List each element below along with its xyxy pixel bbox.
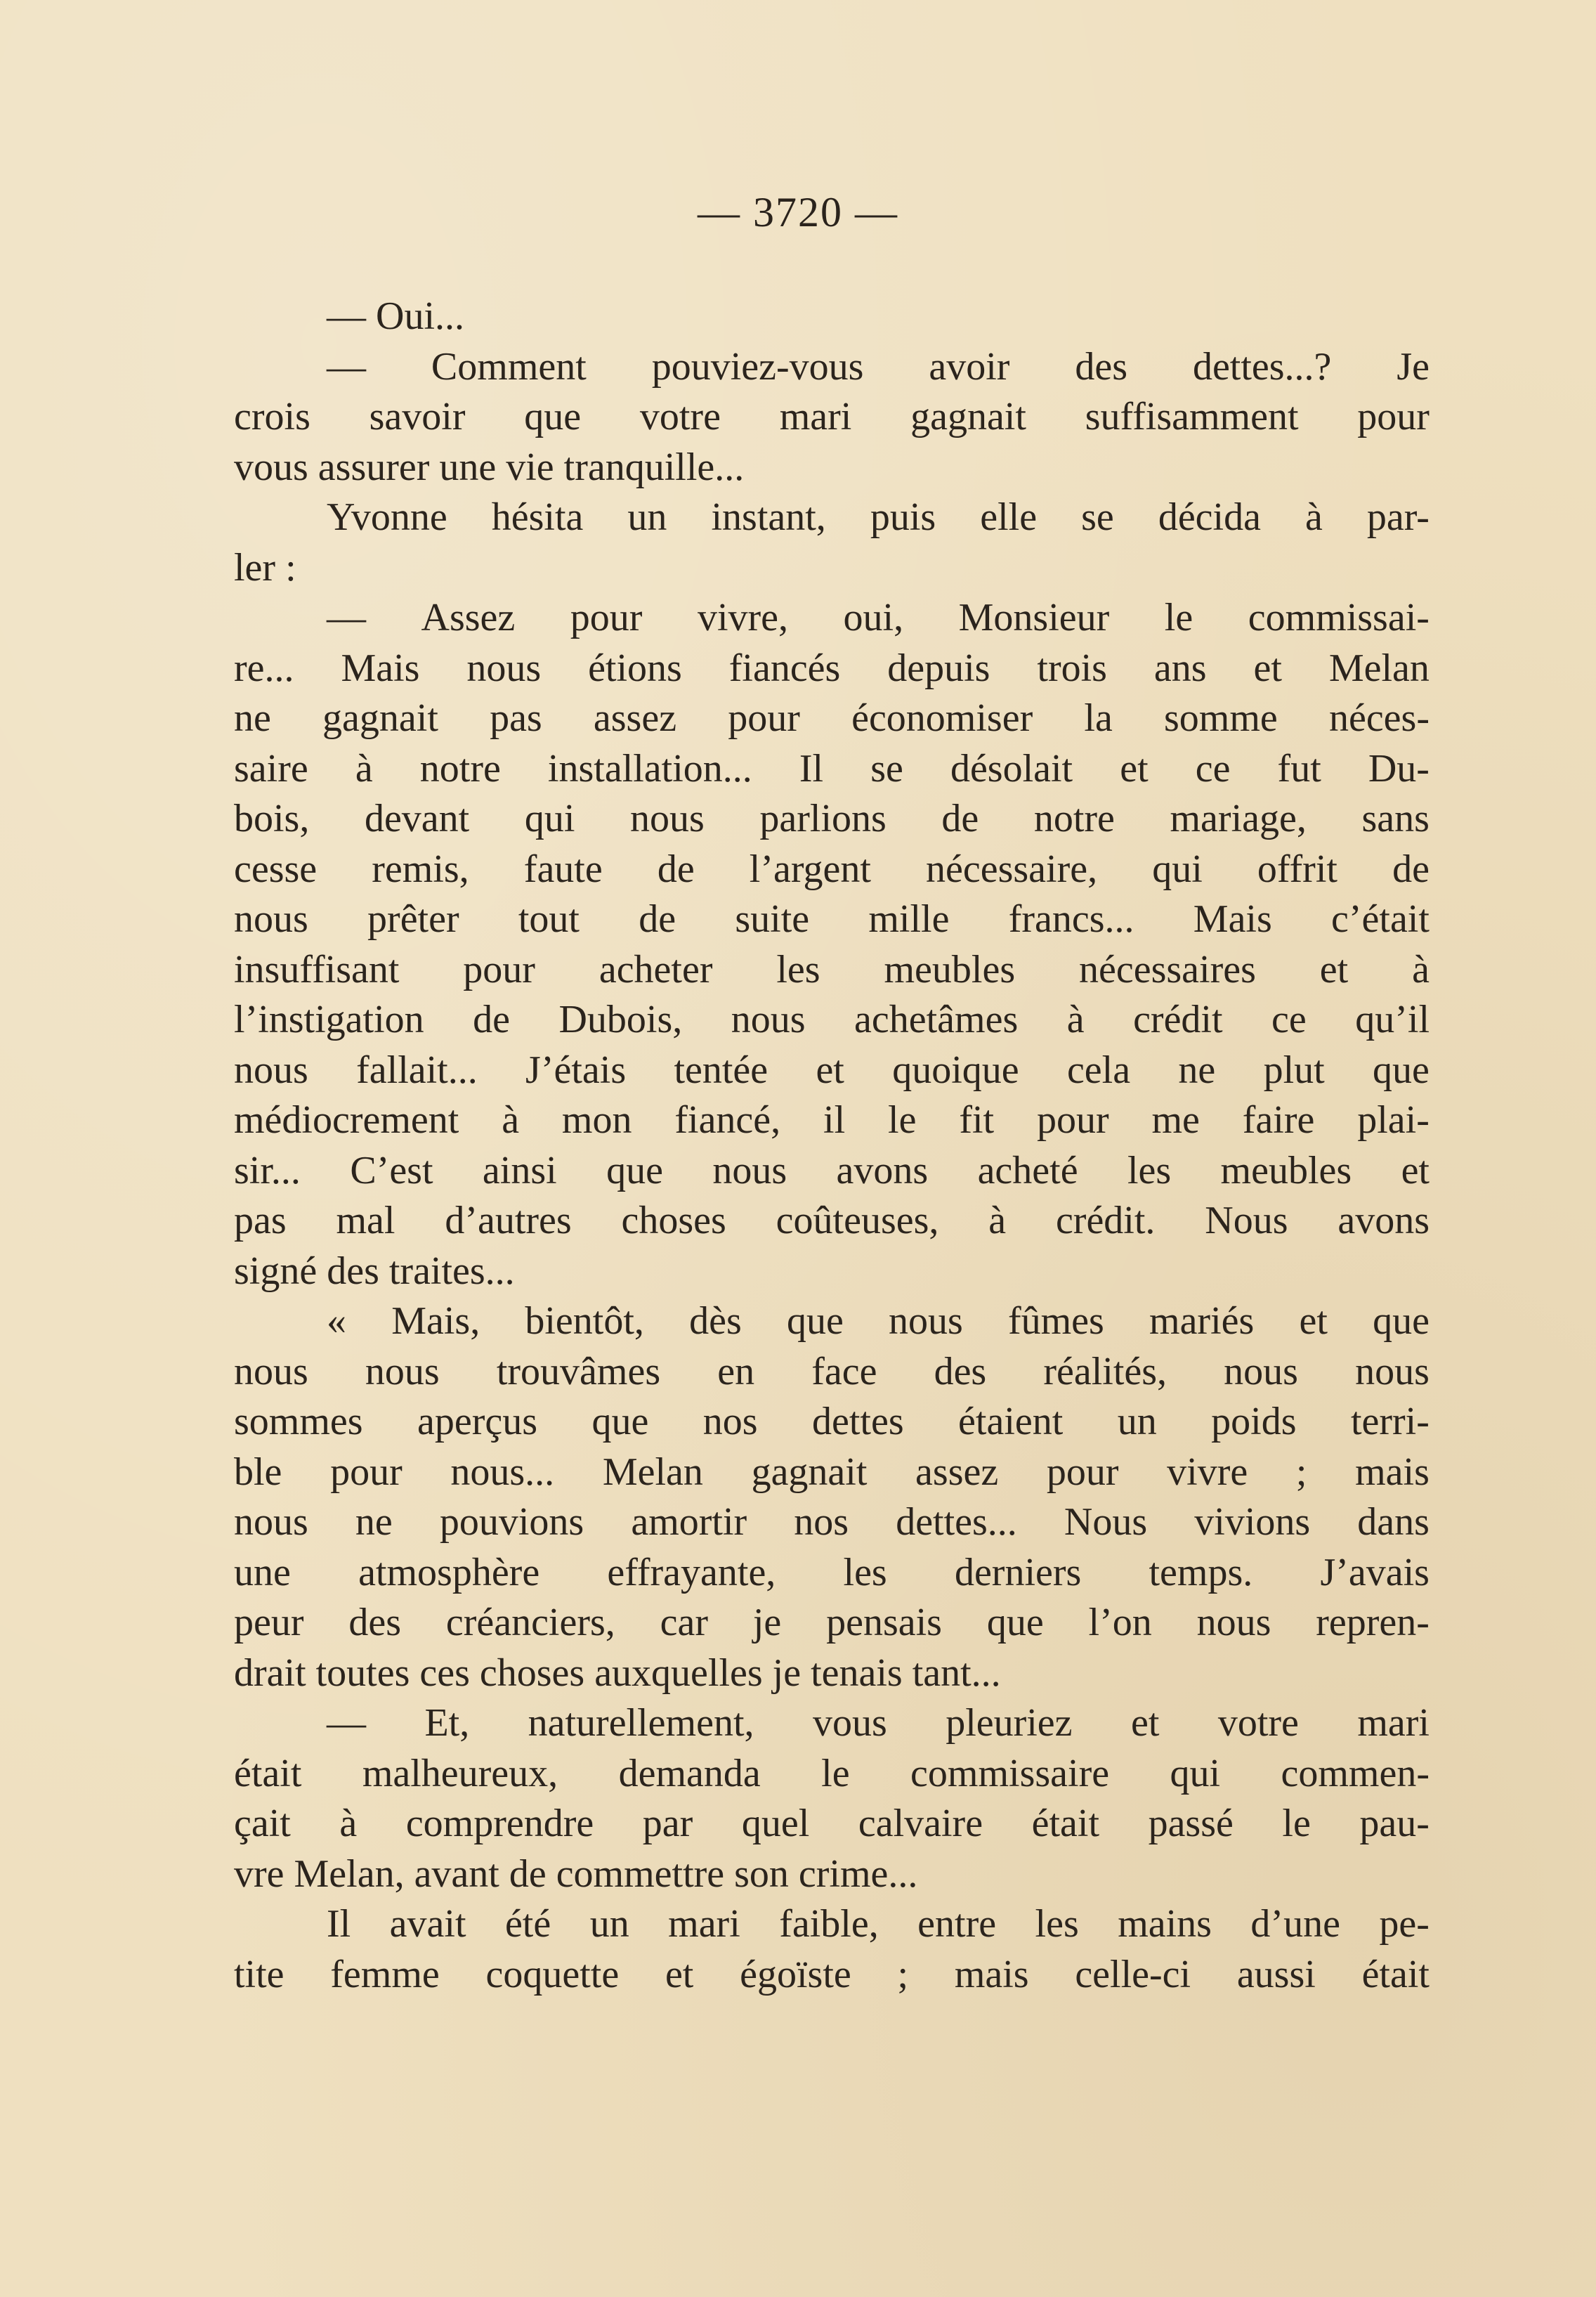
text-line: l’instigation de Dubois, nous achetâmes à crédit ce qu’il: [234, 998, 1430, 1041]
text-line: drait toutes ces choses auxquelles je tenais tant...: [234, 1651, 1001, 1695]
text-line: — Oui...: [327, 294, 464, 338]
text-line: tite femme coquette et égoïste ; mais celle-ci aussi était: [234, 1952, 1430, 1996]
text-line: peur des créanciers, car je pensais que l’on nous repren-: [234, 1601, 1430, 1644]
text-line: — Et, naturellement, vous pleuriez et votre mari: [327, 1701, 1430, 1745]
text-line: re... Mais nous étions fiancés depuis trois ans et Melan: [234, 646, 1430, 690]
text-line: Il avait été un mari faible, entre les mains d’une pe-: [327, 1902, 1430, 1946]
text-line: vous assurer une vie tranquille...: [234, 445, 745, 489]
text-line: vre Melan, avant de commettre son crime...: [234, 1852, 918, 1896]
text-line: nous prêter tout de suite mille francs... Mais c’était: [234, 897, 1430, 941]
text-line: sir... C’est ainsi que nous avons acheté les meubles et: [234, 1148, 1430, 1192]
text-line: signé des traites...: [234, 1249, 515, 1293]
page-number: — 3720 —: [698, 189, 898, 235]
text-line: crois savoir que votre mari gagnait suffisamment pour: [234, 395, 1430, 438]
text-line: çait à comprendre par quel calvaire était passé le pau-: [234, 1802, 1430, 1845]
text-line: Yvonne hésita un instant, puis elle se décida à par-: [327, 495, 1430, 539]
text-line: nous ne pouvions amortir nos dettes... Nous vivions dans: [234, 1500, 1430, 1544]
text-line: médiocrement à mon fiancé, il le fit pour me faire plai-: [234, 1098, 1430, 1142]
text-line: — Comment pouviez-vous avoir des dettes...? Je: [327, 344, 1430, 389]
text-line: ler :: [234, 545, 296, 590]
text-line: pas mal d’autres choses coûteuses, à crédit. Nous avons: [234, 1199, 1430, 1242]
text-line: — Assez pour vivre, oui, Monsieur le commissai-: [327, 596, 1430, 639]
text-line: insuffisant pour acheter les meubles nécessaires et à: [234, 947, 1430, 991]
text-line: bois, devant qui nous parlions de notre mariage, sans: [234, 797, 1430, 840]
body-text: [234, 292, 1430, 2000]
text-line: ble pour nous... Melan gagnait assez pour vivre ; mais: [234, 1450, 1430, 1494]
text-line: ne gagnait pas assez pour économiser la somme néces-: [234, 696, 1430, 740]
text-line: cesse remis, faute de l’argent nécessaire, qui offrit de: [234, 847, 1430, 891]
text-line: saire à notre installation... Il se désolait et ce fut Du-: [234, 746, 1430, 790]
text-line: nous fallait... J’étais tentée et quoique cela ne plut que: [234, 1048, 1430, 1092]
text-line: sommes aperçus que nos dettes étaient un poids terri-: [234, 1400, 1430, 1443]
text-line: « Mais, bientôt, dès que nous fûmes mariés et que: [327, 1299, 1430, 1343]
text-line: nous nous trouvâmes en face des réalités, nous nous: [234, 1349, 1430, 1393]
text-line: était malheureux, demanda le commissaire qui commen-: [234, 1751, 1430, 1795]
text-line: une atmosphère effrayante, les derniers temps. J’avais: [234, 1550, 1430, 1594]
